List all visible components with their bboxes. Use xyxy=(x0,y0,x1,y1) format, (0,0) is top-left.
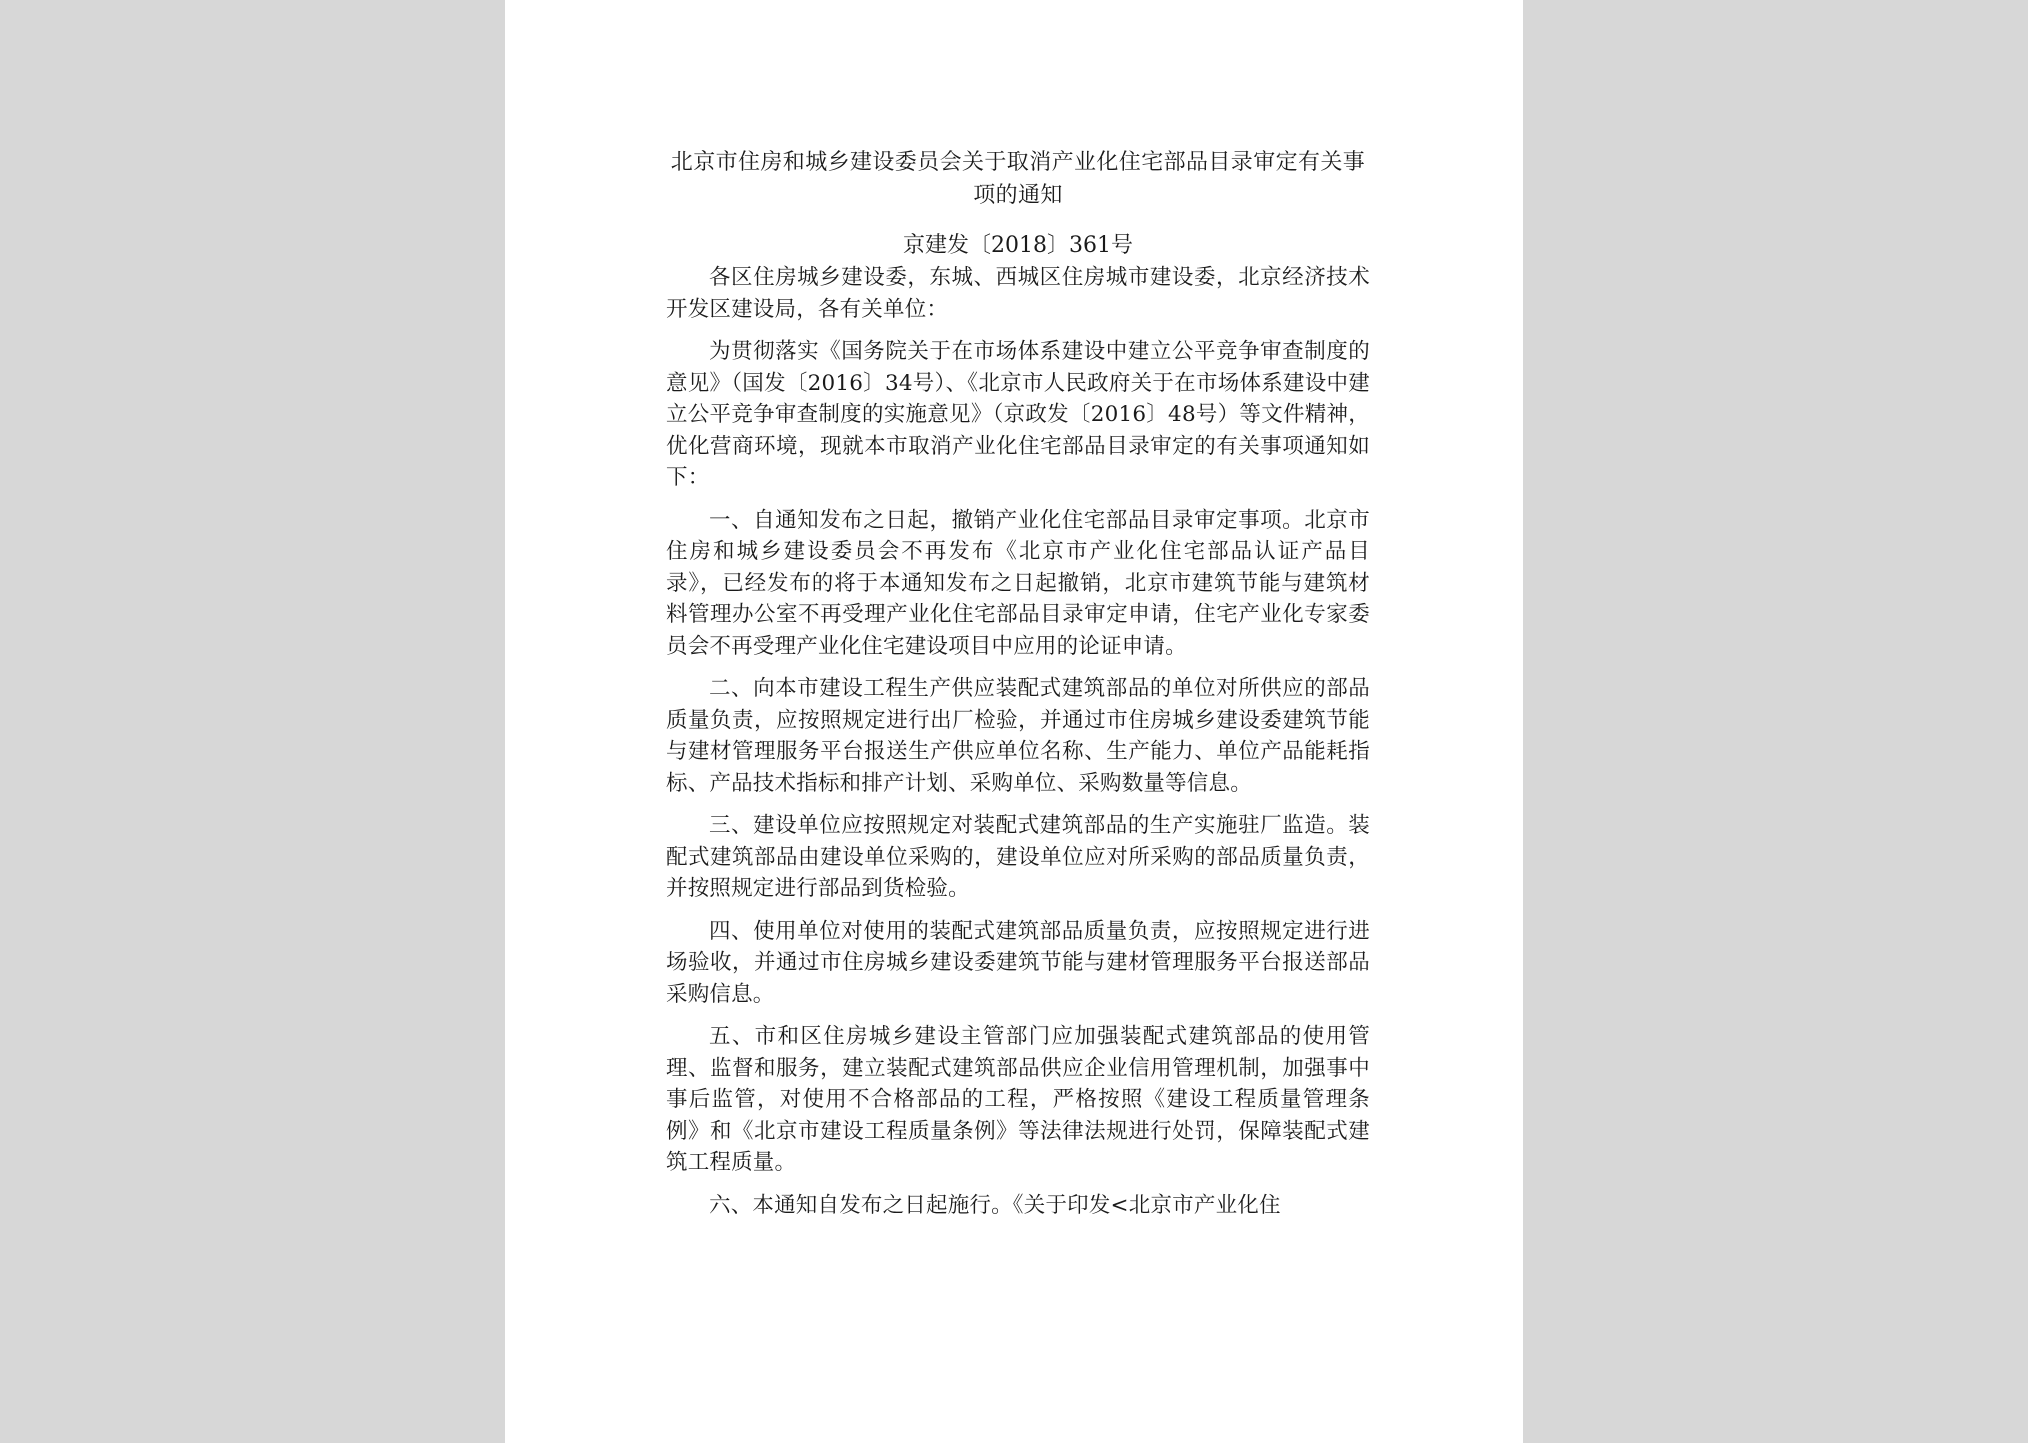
paragraph-intro: 为贯彻落实《国务院关于在市场体系建设中建立公平竞争审查制度的意见》（国发〔2016〕34号）、《北京市人民政府关于在市场体系建设中建立公平竞争审查制度的实施意见》（京政发〔2016〕48号）等文件精神，优化营商环境，现就本市取消产业化住宅部品目录审定的有关事项通知如下： xyxy=(666,339,1370,490)
paragraph-item-4: 四、使用单位对使用的装配式建筑部品质量负责，应按照规定进行进场验收，并通过市住房城乡建设委建筑节能与建材管理服务平台报送部品采购信息。 xyxy=(666,918,1370,1007)
document-page xyxy=(505,0,1523,1443)
salutation: 各区住房城乡建设委，东城、西城区住房城市建设委，北京经济技术开发区建设局，各有关单位： xyxy=(666,265,1370,322)
paragraph-item-1: 一、自通知发布之日起，撤销产业化住宅部品目录审定事项。北京市住房和城乡建设委员会不再发布《北京市产业化住宅部品认证产品目录》，已经发布的将于本通知发布之日起撤销，北京市建筑节能与建筑材料管理办公室不再受理产业化住宅部品目录审定申请，住宅产业化专家委员会不再受理产业化住宅建设项目中应用的论证申请。 xyxy=(666,507,1370,659)
document-body xyxy=(666,146,1370,1221)
paragraph-item-3: 三、建设单位应按照规定对装配式建筑部品的生产实施驻厂监造。装配式建筑部品由建设单位采购的，建设单位应对所采购的部品质量负责，并按照规定进行部品到货检验。 xyxy=(666,813,1370,901)
paragraph-item-5: 五、市和区住房城乡建设主管部门应加强装配式建筑部品的使用管理、监督和服务，建立装配式建筑部品供应企业信用管理机制，加强事中事后监管，对使用不合格部品的工程，严格按照《建设工程质量管理条例》和《北京市建设工程质量条例》等法律法规进行处罚，保障装配式建筑工程质量。 xyxy=(666,1024,1370,1175)
document-title: 北京市住房和城乡建设委员会关于取消产业化住宅部品目录审定有关事项的通知 xyxy=(670,150,1366,208)
document-number: 京建发〔2018〕361号 xyxy=(903,233,1133,258)
paragraph-item-2: 二、向本市建设工程生产供应装配式建筑部品的单位对所供应的部品质量负责，应按照规定进行出厂检验，并通过市住房城乡建设委建筑节能与建材管理服务平台报送生产供应单位名称、生产能力、单位产品能耗指标、产品技术指标和排产计划、采购单位、采购数量等信息。 xyxy=(666,676,1370,796)
paragraph-item-6: 六、本通知自发布之日起施行。《关于印发<北京市产业化住 xyxy=(709,1192,1281,1218)
